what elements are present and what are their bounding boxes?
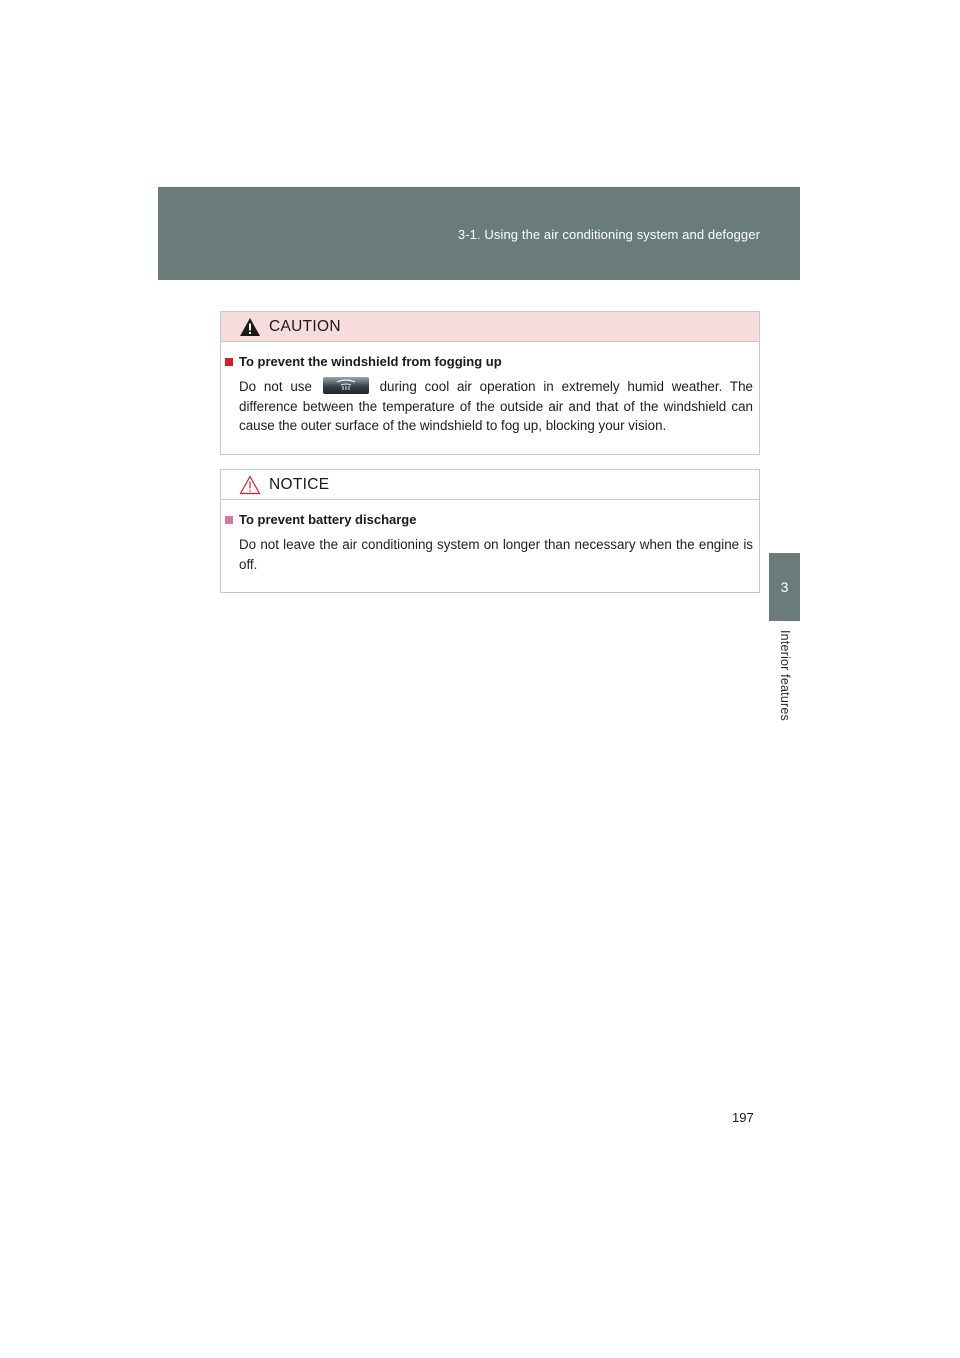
caution-heading-text: To prevent the windshield from fogging up <box>239 354 502 369</box>
caution-header <box>221 312 759 342</box>
square-bullet-icon <box>225 358 233 366</box>
warning-triangle-icon <box>239 317 261 337</box>
chapter-number: 3 <box>780 579 789 595</box>
page-number: 197 <box>732 1110 754 1125</box>
windshield-defogger-button-icon <box>323 377 369 394</box>
caution-heading <box>225 354 759 369</box>
square-bullet-icon <box>225 516 233 524</box>
notice-body: Do not leave the air conditioning system on longer than necessary when the engine is off. <box>239 537 753 572</box>
notice-header <box>221 470 759 500</box>
notice-triangle-icon <box>239 475 261 495</box>
notice-box <box>220 469 760 593</box>
notice-heading <box>225 512 759 527</box>
chapter-label: Interior features <box>778 630 792 721</box>
notice-title: NOTICE <box>269 475 330 493</box>
caution-box <box>220 311 760 455</box>
caution-body-after: during cool air operation in extremely humid weather. The difference between the temperature of the outside air and that of the windshield can cause the outer surface of the windshield to fog up, blocking your vision. <box>239 379 753 433</box>
caution-title: CAUTION <box>269 317 341 335</box>
caution-body-before: Do not use <box>239 379 312 394</box>
chapter-tab[interactable] <box>769 553 800 621</box>
notice-heading-text: To prevent battery discharge <box>239 512 417 527</box>
section-title: 3-1. Using the air conditioning system and defogger <box>457 227 760 242</box>
caution-body <box>239 377 753 436</box>
header-band <box>158 187 800 280</box>
